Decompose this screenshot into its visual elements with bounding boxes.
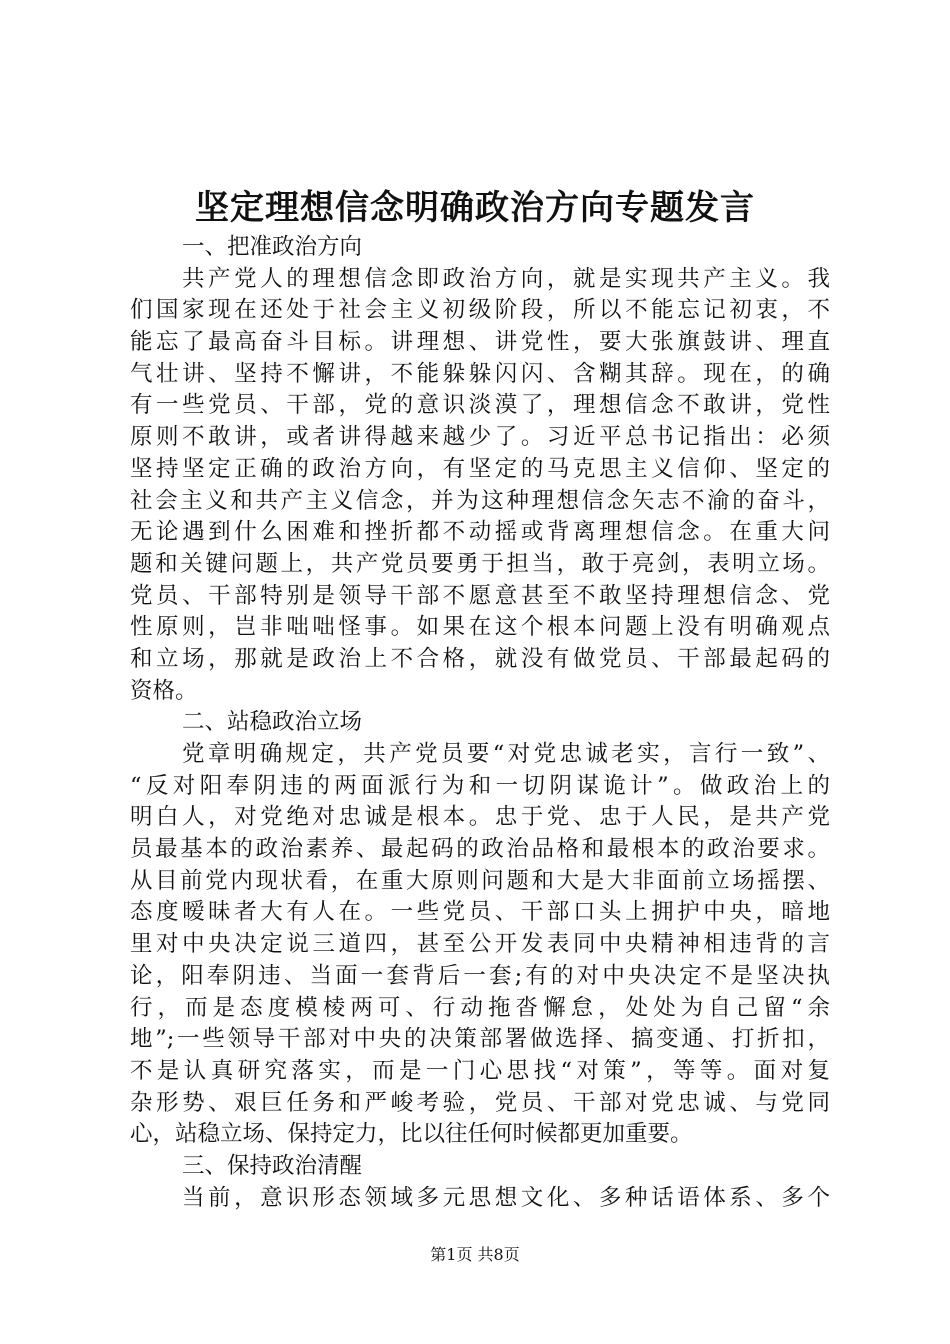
text-line: 明白人，对党绝对忠诚是根本。忠于党、忠于人民，是共产党 (130, 804, 830, 831)
text-line: 论，阳奉阴违、当面一套背后一套;有的对中央决定不是坚决执 (130, 962, 830, 989)
text-line: 心，站稳立场、保持定力，比以往任何时候都更加重要。 (130, 1121, 693, 1148)
text-line: 坚持坚定正确的政治方向，有坚定的马克思主义信仰、坚定的 (130, 455, 830, 482)
text-line: 行，而是态度模棱两可、行动拖沓懈怠，处处为自己留“余 (130, 994, 830, 1021)
page-footer: 第1页 共8页 (430, 1245, 520, 1264)
text-line: 和立场，那就是政治上不合格，就没有做党员、干部最起码的 (130, 645, 830, 672)
text-line: 从目前党内现状看，在重大原则问题和大是大非面前立场摇摆、 (130, 867, 830, 894)
text-line: 无论遇到什么困难和挫折都不动摇或背离理想信念。在重大问 (130, 519, 830, 546)
text-line: 共产党人的理想信念即政治方向，就是实现共产主义。我 (182, 265, 830, 292)
text-line: 党章明确规定，共产党员要“对党忠诚老实，言行一致”、 (182, 741, 830, 767)
text-line: 三、保持政治清醒 (182, 1152, 363, 1179)
text-line: 们国家现在还处于社会主义初级阶段，所以不能忘记初衷，不 (130, 297, 830, 324)
text-line: 社会主义和共产主义信念，并为这种理想信念矢志不渝的奋斗， (130, 487, 830, 514)
text-line: 有一些党员、干部，党的意识淡漠了，理想信念不敢讲，党性 (130, 392, 830, 419)
text-line: “反对阳奉阴违的两面派行为和一切阴谋诡计”。做政治上的 (130, 772, 830, 799)
document-title: 坚定理想信念明确政治方向专题发言 (195, 188, 755, 228)
text-line: 杂形势、艰巨任务和严峻考验，党员、干部对党忠诚、与党同 (130, 1089, 830, 1116)
text-line: 资格。 (130, 677, 198, 704)
text-line: 能忘了最高奋斗目标。讲理想、讲党性，要大张旗鼓讲、理直 (130, 329, 830, 356)
text-line: 员最基本的政治素养、最起码的政治品格和最根本的政治要求。 (130, 836, 830, 863)
text-line: 不是认真研究落实，而是一门心思找“对策”，等等。面对复 (130, 1057, 830, 1084)
text-line: 原则不敢讲，或者讲得越来越少了。习近平总书记指出：必须 (130, 424, 830, 451)
document-body (130, 232, 830, 1214)
text-line: 里对中央决定说三道四，甚至公开发表同中央精神相违背的言 (130, 931, 830, 958)
text-line: 态度暧昧者大有人在。一些党员、干部口头上拥护中央，暗地 (130, 899, 830, 926)
text-line: 地”;一些领导干部对中央的决策部署做选择、搞变通、打折扣， (130, 1026, 830, 1053)
text-line: 一、把准政治方向 (182, 234, 363, 260)
text-line: 党员、干部特别是领导干部不愿意甚至不敢坚持理想信念、党 (130, 582, 830, 609)
text-line: 二、站稳政治立场 (182, 709, 363, 736)
text-line: 性原则，岂非咄咄怪事。如果在这个根本问题上没有明确观点 (130, 614, 830, 641)
text-line: 当前，意识形态领域多元思想文化、多种话语体系、多个 (182, 1184, 830, 1211)
text-line: 气壮讲、坚持不懈讲，不能躲躲闪闪、含糊其辞。现在，的确 (130, 360, 830, 387)
text-line: 题和关键问题上，共产党员要勇于担当，敢于亮剑，表明立场。 (130, 550, 830, 577)
